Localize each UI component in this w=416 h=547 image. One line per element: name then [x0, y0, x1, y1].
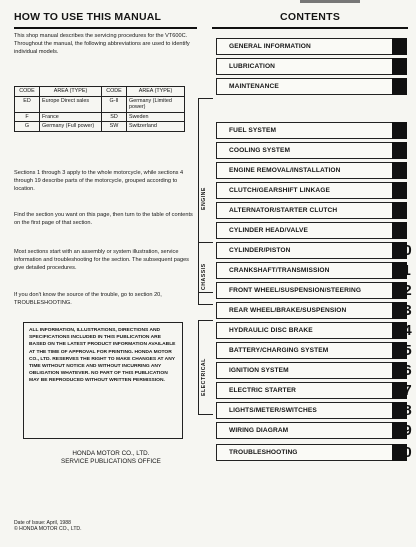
toc-entry-number: 8: [395, 202, 404, 219]
table-header: AREA (TYPE): [40, 87, 102, 97]
toc-entry-title: ALTERNATOR/STARTER CLUTCH: [229, 207, 338, 214]
table-row: [15, 122, 185, 132]
page-heading: HOW TO USE THIS MANUAL: [14, 11, 162, 23]
table-header-row: [15, 87, 185, 97]
table-cell: Switzerland: [127, 122, 185, 132]
toc-entry-title: BATTERY/CHARGING SYSTEM: [229, 347, 329, 354]
table-header: AREA (TYPE): [127, 87, 185, 97]
table-cell: SW: [102, 122, 127, 132]
table-row: [15, 96, 185, 112]
toc-entry-number: 16: [395, 362, 412, 379]
toc-entry-number: 11: [395, 262, 411, 279]
toc-entry-title: FRONT WHEEL/SUSPENSION/STEERING: [229, 287, 362, 294]
toc-entry-title: MAINTENANCE: [229, 83, 279, 90]
chassis-group-label: CHASSIS: [201, 263, 207, 290]
toc-entry[interactable]: [216, 342, 406, 359]
toc-entry-title: WIRING DIAGRAM: [229, 427, 289, 434]
toc-entry[interactable]: [216, 78, 406, 95]
toc-entry-number: 5: [395, 142, 404, 159]
toc-entry-number: 17: [395, 382, 412, 399]
table-cell: France: [40, 112, 102, 122]
toc-entry-title: ELECTRIC STARTER: [229, 387, 297, 394]
toc-entry-number: 19: [395, 422, 412, 439]
intro-paragraph: This shop manual describes the servicing procedures for the VT600C. Throughout the manual, the following abbreviations are used to identify individual models.: [14, 33, 190, 55]
toc-entry-number: 7: [395, 182, 404, 199]
troubleshooting-paragraph: If you don't know the source of the trouble, go to section 20, TROUBLESHOOTING.: [14, 292, 162, 306]
heading-rule: [14, 27, 197, 29]
toc-entry-number: 13: [395, 302, 412, 319]
toc-entry-title: HYDRAULIC DISC BRAKE: [229, 327, 313, 334]
toc-entry-number: 6: [395, 162, 404, 179]
table-cell: Sweden: [127, 112, 185, 122]
toc-entry-number: 1: [395, 38, 404, 55]
toc-entry-title: CLUTCH/GEARSHIFT LINKAGE: [229, 187, 330, 194]
find-section-paragraph: Find the section you want on this page, then turn to the table of contents on the first page of that section.: [14, 212, 193, 226]
toc-entry-title: LUBRICATION: [229, 63, 276, 70]
toc-entry[interactable]: [216, 122, 406, 139]
toc-entry-title: CYLINDER/PISTON: [229, 247, 291, 254]
table-cell: ED: [15, 96, 40, 112]
toc-entry-title: TROUBLESHOOTING: [229, 449, 298, 456]
toc-entry-number: 20: [395, 444, 412, 461]
toc-entry-title: GENERAL INFORMATION: [229, 43, 311, 50]
toc-entry[interactable]: [216, 38, 406, 55]
toc-entry-title: COOLING SYSTEM: [229, 147, 291, 154]
top-edge-mark: [300, 0, 360, 3]
toc-entry-number: 18: [395, 402, 412, 419]
toc-entry-number: 9: [395, 222, 404, 239]
issue-date: Date of Issue: April, 1988: [14, 520, 71, 526]
toc-entry[interactable]: [216, 402, 406, 419]
toc-entry-title: IGNITION SYSTEM: [229, 367, 289, 374]
toc-entry-number: 4: [395, 122, 404, 139]
table-header: CODE: [15, 87, 40, 97]
toc-entry-number: 12: [395, 282, 412, 299]
electrical-group-label: ELECTRICAL: [201, 358, 207, 396]
toc-entry[interactable]: [216, 182, 406, 199]
table-cell: Germany (Full power): [40, 122, 102, 132]
toc-entry-title: FUEL SYSTEM: [229, 127, 277, 134]
toc-entry[interactable]: [216, 322, 406, 339]
table-cell: G-II: [102, 96, 127, 112]
contents-heading: CONTENTS: [280, 11, 341, 23]
section-structure-paragraph: Most sections start with an assembly or system illustration, service information and troubleshooting for the section. The subsequent pages give detailed procedures.: [14, 249, 189, 271]
toc-entry[interactable]: [216, 382, 406, 399]
toc-entry[interactable]: [216, 262, 406, 279]
notice-text: ALL INFORMATION, ILLUSTRATIONS, DIRECTIONS AND SPECIFICATIONS INCLUDED IN THIS PUBLICATION ARE BASED ON THE LATEST PRODUCT INFORMATION AVAILABLE AT THE TIME OF APPROVAL FOR PRINTING. HONDA MOTOR CO., LTD. RESERVES THE RIGHT TO MAKE CHANGES AT ANY TIME WITHOUT NOTICE AND WITHOUT INCURRING ANY OBLIGATION WHATEVER. NO PART OF THIS PUBLICATION MAY BE REPRODUCED WITHOUT WRITTEN PERMISSION.: [29, 328, 176, 384]
toc-entry[interactable]: [216, 444, 406, 461]
table-cell: Europe Direct sales: [40, 96, 102, 112]
toc-entry-number: 15: [395, 342, 412, 359]
toc-entry[interactable]: [216, 202, 406, 219]
toc-entry[interactable]: [216, 58, 406, 75]
toc-entry-title: REAR WHEEL/BRAKE/SUSPENSION: [229, 307, 347, 314]
toc-entry-title: ENGINE REMOVAL/INSTALLATION: [229, 167, 341, 174]
publisher-office: SERVICE PUBLICATIONS OFFICE: [61, 458, 161, 465]
toc-entry-number: 3: [395, 78, 404, 95]
table-row: [15, 112, 185, 122]
notice-box: [23, 322, 183, 439]
toc-entry[interactable]: [216, 282, 406, 299]
copyright: © HONDA MOTOR CO., LTD.: [14, 526, 82, 533]
toc-entry[interactable]: [216, 162, 406, 179]
table-header: CODE: [102, 87, 127, 97]
toc-entry[interactable]: [216, 142, 406, 159]
toc-entry[interactable]: [216, 422, 406, 439]
table-cell: G: [15, 122, 40, 132]
table-cell: F: [15, 112, 40, 122]
toc-entry[interactable]: [216, 362, 406, 379]
footer: [14, 520, 82, 533]
table-cell: Germany (Limited power): [127, 96, 185, 112]
publisher-block: [61, 450, 161, 466]
toc-entry-title: CRANKSHAFT/TRANSMISSION: [229, 267, 330, 274]
engine-group-label: ENGINE: [201, 187, 207, 210]
toc-entry-title: LIGHTS/METER/SWITCHES: [229, 407, 317, 414]
toc-entry-number: 10: [395, 242, 412, 259]
model-codes-table: [14, 86, 185, 132]
toc-entry-number: 14: [395, 322, 412, 339]
sections-paragraph: Sections 1 through 3 apply to the whole motorcycle, while sections 4 through 19 describe parts of the motorcycle, grouped according to location.: [14, 170, 184, 192]
contents-rule: [212, 27, 408, 29]
toc-entry[interactable]: [216, 242, 406, 259]
toc-entry-title: CYLINDER HEAD/VALVE: [229, 227, 308, 234]
table-cell: SD: [102, 112, 127, 122]
toc-entry[interactable]: [216, 222, 406, 239]
toc-entry[interactable]: [216, 302, 406, 319]
publisher-name: HONDA MOTOR CO., LTD.: [72, 450, 150, 457]
toc-entry-number: 2: [395, 58, 404, 75]
